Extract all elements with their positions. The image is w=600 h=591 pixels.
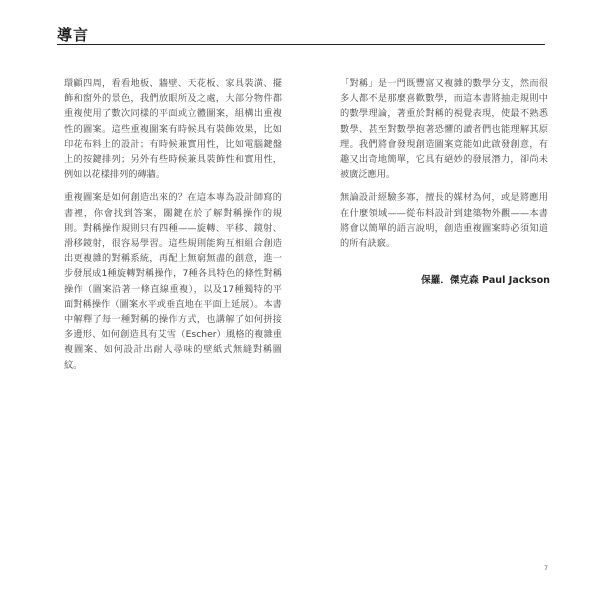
- page-number: 7: [544, 565, 548, 572]
- left-paragraph-1: 環顧四周，看看地板、牆壁、天花板、家具裝潢、擺飾和窗外的景色，我們放眼所及之處，大部分物件都重複使用了數次同樣的平面或立體圖案，組構出重複性的圖案。這些重複圖案有時候具有裝飾效果，比如印花布料上的設計；有時候兼實用性，比如電腦鍵盤上的按鍵排列；另外有些時候兼具裝飾性和實用性，例如以花樣排列的磚牆。: [64, 78, 282, 181]
- right-paragraph-2: 無論設計經驗多寡，擅長的媒材為何，或是將應用在什麼領域——從布料設計到建築物外觀——本書將會以簡單的語言說明，創造重複圖案時必須知道的所有訣竅。: [340, 192, 548, 250]
- right-column: [340, 76, 548, 259]
- author-signature: 保羅．傑克森 Paul Jackson: [421, 275, 550, 286]
- page-title: 導言: [57, 26, 90, 44]
- left-paragraph-2: 重複圖案是如何創造出來的？在這本專為設計師寫的書裡，你會找到答案，關鍵在於了解對稱操作的規則。對稱操作規則只有四種——旋轉、平移、鏡射、滑移鏡射，很容易學習。這些規則能夠互相組合創造出更複雜的對稱系統，再配上無窮無盡的創意，進一步發展成1種旋轉對稱操作，7種各具特色的條性對稱操作（圖案沿著一條直線重複），以及17種獨特的平面對稱操作（圖案水平或垂直地在平面上延展）。本書中解釋了每一種對稱的操作方式，也講解了如何拼接多邊形、如何創造具有艾雪（Escher）風格的複雜重複圖案、如何設計出耐人尋味的壁紙式無縫對稱圖紋。: [64, 192, 282, 371]
- left-column: [64, 76, 282, 381]
- right-paragraph-1: 「對稱」是一門既豐富又複雜的數學分支，然而很多人都不是那麼喜歡數學，而這本書將抽走規則中的數學理論，著重於對稱的視覺表現，使最不熟悉數學、甚至對數學抱著恐懼的讀者們也能理解其原理。我們將會發現創造圖案竟能如此啟發創意，有趣又出奇地簡單，它具有絕妙的發展潛力，卻尚未被廣泛應用。: [340, 78, 548, 181]
- title-divider: [57, 44, 545, 45]
